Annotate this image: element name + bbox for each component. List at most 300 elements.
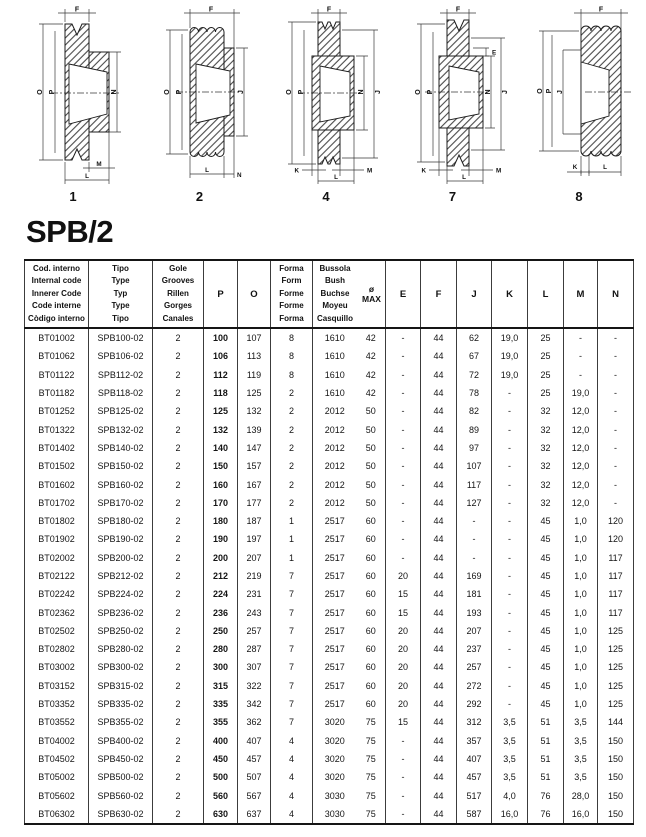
table-cell: 118 bbox=[204, 384, 238, 402]
col-header-N: N bbox=[598, 260, 634, 328]
table-cell: - bbox=[386, 530, 421, 548]
table-cell: 2 bbox=[271, 420, 313, 438]
table-cell: 2 bbox=[153, 512, 204, 530]
table-cell: 517 bbox=[457, 786, 492, 804]
dim-label-P: P bbox=[175, 89, 183, 95]
table-cell: - bbox=[457, 549, 492, 567]
table-cell: 587 bbox=[457, 805, 492, 824]
table-cell: 117 bbox=[457, 475, 492, 493]
table-cell: 2517 bbox=[313, 585, 357, 603]
table-cell: BT06302 bbox=[25, 805, 89, 824]
table-cell: 60 bbox=[357, 640, 386, 658]
table-cell: - bbox=[386, 732, 421, 750]
dim-label-F: F bbox=[455, 6, 460, 14]
table-cell: SPB400-02 bbox=[89, 732, 153, 750]
dim-label-E: E bbox=[491, 49, 496, 57]
diagram-form-8 bbox=[518, 4, 640, 202]
table-cell: 3020 bbox=[313, 713, 357, 731]
table-cell: 357 bbox=[457, 732, 492, 750]
table-cell: 12,0 bbox=[564, 494, 598, 512]
table-cell: 219 bbox=[238, 567, 271, 585]
table-cell: 2 bbox=[153, 549, 204, 567]
table-cell: 2 bbox=[153, 475, 204, 493]
table-cell: 457 bbox=[238, 750, 271, 768]
table-cell: 44 bbox=[421, 347, 457, 365]
table-cell: 180 bbox=[204, 512, 238, 530]
table-cell: - bbox=[386, 457, 421, 475]
table-cell: 2517 bbox=[313, 622, 357, 640]
table-cell: SPB190-02 bbox=[89, 530, 153, 548]
dim-label-O: O bbox=[414, 89, 422, 95]
table-row bbox=[25, 640, 634, 658]
table-cell: 567 bbox=[238, 786, 271, 804]
table-cell: 8 bbox=[271, 347, 313, 365]
table-cell: 60 bbox=[357, 512, 386, 530]
table-cell: 287 bbox=[238, 640, 271, 658]
table-cell: 50 bbox=[357, 494, 386, 512]
table-cell: BT01902 bbox=[25, 530, 89, 548]
table-cell: BT01252 bbox=[25, 402, 89, 420]
table-cell: 2 bbox=[153, 768, 204, 786]
table-cell: 50 bbox=[357, 475, 386, 493]
table-cell: BT03152 bbox=[25, 677, 89, 695]
table-row bbox=[25, 439, 634, 457]
table-cell: 207 bbox=[457, 622, 492, 640]
table-cell: 2012 bbox=[313, 420, 357, 438]
table-cell: 44 bbox=[421, 713, 457, 731]
dim-label-F: F bbox=[74, 6, 80, 14]
table-cell: 1,0 bbox=[564, 585, 598, 603]
table-cell: 139 bbox=[238, 420, 271, 438]
table-cell: 1,0 bbox=[564, 603, 598, 621]
table-cell: 3020 bbox=[313, 732, 357, 750]
table-cell: 75 bbox=[357, 805, 386, 824]
col-header-P: P bbox=[204, 260, 238, 328]
table-cell: 3,5 bbox=[492, 732, 528, 750]
table-cell: SPB250-02 bbox=[89, 622, 153, 640]
table-cell: 322 bbox=[238, 677, 271, 695]
spec-table-body bbox=[25, 328, 634, 824]
table-cell: BT01002 bbox=[25, 328, 89, 347]
table-cell: 7 bbox=[271, 640, 313, 658]
table-cell: 150 bbox=[598, 750, 634, 768]
table-cell: 2 bbox=[153, 366, 204, 384]
table-cell: 60 bbox=[357, 603, 386, 621]
table-cell: 2012 bbox=[313, 457, 357, 475]
table-cell: 125 bbox=[598, 640, 634, 658]
table-cell: - bbox=[492, 384, 528, 402]
table-cell: BT04002 bbox=[25, 732, 89, 750]
table-cell: 7 bbox=[271, 567, 313, 585]
col-header-type: Tipo Type Typ Type Tipo bbox=[89, 260, 153, 328]
table-cell: BT01702 bbox=[25, 494, 89, 512]
table-cell: 187 bbox=[238, 512, 271, 530]
table-cell: 2 bbox=[153, 713, 204, 731]
col-header-bush-dmax: Bussola Bush Buchse Moyeu Casquillo ø MAX bbox=[313, 260, 386, 328]
table-cell: 44 bbox=[421, 512, 457, 530]
col-header-form: Forma Form Forme Forme Forma bbox=[271, 260, 313, 328]
table-cell: 44 bbox=[421, 585, 457, 603]
table-cell: - bbox=[386, 328, 421, 347]
table-cell: 1610 bbox=[313, 347, 357, 365]
table-cell: 42 bbox=[357, 328, 386, 347]
table-cell: 2517 bbox=[313, 512, 357, 530]
table-cell: BT01802 bbox=[25, 512, 89, 530]
table-cell: 44 bbox=[421, 768, 457, 786]
table-cell: SPB106-02 bbox=[89, 347, 153, 365]
table-cell: - bbox=[564, 328, 598, 347]
table-cell: 1 bbox=[271, 512, 313, 530]
table-cell: 45 bbox=[528, 622, 564, 640]
table-cell: SPB118-02 bbox=[89, 384, 153, 402]
table-cell: 2 bbox=[153, 457, 204, 475]
table-cell: 125 bbox=[598, 658, 634, 676]
table-cell: - bbox=[598, 384, 634, 402]
table-cell: 2517 bbox=[313, 567, 357, 585]
table-cell: SPB236-02 bbox=[89, 603, 153, 621]
table-cell: 60 bbox=[357, 585, 386, 603]
table-row bbox=[25, 475, 634, 493]
table-cell: 7 bbox=[271, 695, 313, 713]
dim-label-P: P bbox=[49, 89, 56, 95]
table-cell: SPB100-02 bbox=[89, 328, 153, 347]
table-cell: 82 bbox=[457, 402, 492, 420]
table-cell: 2 bbox=[153, 658, 204, 676]
table-cell: 3020 bbox=[313, 768, 357, 786]
table-cell: BT03552 bbox=[25, 713, 89, 731]
table-cell: 75 bbox=[357, 768, 386, 786]
table-cell: SPB500-02 bbox=[89, 768, 153, 786]
table-cell: - bbox=[492, 439, 528, 457]
table-cell: BT04502 bbox=[25, 750, 89, 768]
table-cell: - bbox=[386, 420, 421, 438]
table-cell: BT03002 bbox=[25, 658, 89, 676]
table-cell: 75 bbox=[357, 750, 386, 768]
table-cell: 51 bbox=[528, 713, 564, 731]
table-cell: SPB140-02 bbox=[89, 439, 153, 457]
table-cell: 60 bbox=[357, 567, 386, 585]
table-cell: 44 bbox=[421, 530, 457, 548]
table-row bbox=[25, 713, 634, 731]
table-cell: - bbox=[492, 658, 528, 676]
table-cell: 78 bbox=[457, 384, 492, 402]
table-cell: 45 bbox=[528, 677, 564, 695]
pulley-form-diagrams bbox=[0, 0, 646, 202]
table-cell: - bbox=[386, 366, 421, 384]
table-cell: - bbox=[492, 475, 528, 493]
table-cell: 8 bbox=[271, 328, 313, 347]
table-cell: 236 bbox=[204, 603, 238, 621]
table-cell: 250 bbox=[204, 622, 238, 640]
table-cell: 147 bbox=[238, 439, 271, 457]
diagram-number: 4 bbox=[322, 189, 330, 204]
table-cell: 457 bbox=[457, 768, 492, 786]
table-cell: 15 bbox=[386, 585, 421, 603]
table-cell: 400 bbox=[204, 732, 238, 750]
table-cell: 50 bbox=[357, 420, 386, 438]
dim-label-F: F bbox=[208, 6, 213, 14]
table-cell: - bbox=[564, 347, 598, 365]
table-cell: - bbox=[598, 328, 634, 347]
table-cell: 355 bbox=[204, 713, 238, 731]
table-cell: BT03352 bbox=[25, 695, 89, 713]
dim-label-P: P bbox=[298, 89, 305, 95]
table-cell: 75 bbox=[357, 713, 386, 731]
table-cell: 2517 bbox=[313, 603, 357, 621]
table-cell: - bbox=[386, 750, 421, 768]
table-cell: BT02802 bbox=[25, 640, 89, 658]
table-cell: 150 bbox=[204, 457, 238, 475]
table-cell: 75 bbox=[357, 732, 386, 750]
table-cell: 25 bbox=[528, 347, 564, 365]
table-row bbox=[25, 549, 634, 567]
table-cell: SPB132-02 bbox=[89, 420, 153, 438]
table-cell: 20 bbox=[386, 695, 421, 713]
table-cell: 3,5 bbox=[564, 713, 598, 731]
table-cell: - bbox=[492, 640, 528, 658]
table-cell: 1,0 bbox=[564, 512, 598, 530]
table-cell: 42 bbox=[357, 347, 386, 365]
table-cell: - bbox=[492, 420, 528, 438]
diagram-form-7 bbox=[392, 4, 514, 202]
table-cell: 112 bbox=[204, 366, 238, 384]
table-cell: 280 bbox=[204, 640, 238, 658]
table-cell: - bbox=[598, 457, 634, 475]
diagram-number: 8 bbox=[575, 189, 583, 204]
table-cell: SPB212-02 bbox=[89, 567, 153, 585]
pulley-cross-section-form-1-drawing bbox=[13, 4, 133, 188]
table-cell: 3030 bbox=[313, 786, 357, 804]
table-cell: 407 bbox=[238, 732, 271, 750]
table-cell: 150 bbox=[598, 768, 634, 786]
table-cell: 207 bbox=[238, 549, 271, 567]
table-cell: 181 bbox=[457, 585, 492, 603]
table-cell: 25 bbox=[528, 366, 564, 384]
table-row bbox=[25, 530, 634, 548]
table-cell: 44 bbox=[421, 439, 457, 457]
table-cell: 2012 bbox=[313, 402, 357, 420]
table-cell: 2 bbox=[271, 494, 313, 512]
table-cell: 44 bbox=[421, 494, 457, 512]
table-cell: - bbox=[492, 585, 528, 603]
table-cell: 120 bbox=[598, 530, 634, 548]
table-cell: 51 bbox=[528, 768, 564, 786]
table-cell: - bbox=[598, 366, 634, 384]
table-cell: 197 bbox=[238, 530, 271, 548]
table-cell: - bbox=[457, 530, 492, 548]
table-cell: 107 bbox=[457, 457, 492, 475]
table-cell: 15 bbox=[386, 603, 421, 621]
table-cell: 212 bbox=[204, 567, 238, 585]
table-cell: - bbox=[386, 494, 421, 512]
table-cell: SPB355-02 bbox=[89, 713, 153, 731]
table-row bbox=[25, 695, 634, 713]
table-cell: 50 bbox=[357, 439, 386, 457]
table-cell: BT01182 bbox=[25, 384, 89, 402]
table-cell: 44 bbox=[421, 805, 457, 824]
table-cell: 117 bbox=[598, 549, 634, 567]
table-cell: 2012 bbox=[313, 475, 357, 493]
table-cell: 32 bbox=[528, 494, 564, 512]
table-cell: SPB300-02 bbox=[89, 658, 153, 676]
table-cell: - bbox=[492, 567, 528, 585]
table-cell: SPB560-02 bbox=[89, 786, 153, 804]
table-cell: 44 bbox=[421, 567, 457, 585]
table-cell: 7 bbox=[271, 677, 313, 695]
table-cell: 1,0 bbox=[564, 658, 598, 676]
col-header-L: L bbox=[528, 260, 564, 328]
table-cell: 3,5 bbox=[564, 768, 598, 786]
table-cell: - bbox=[492, 549, 528, 567]
table-cell: 7 bbox=[271, 658, 313, 676]
table-cell: 20 bbox=[386, 658, 421, 676]
table-cell: 32 bbox=[528, 439, 564, 457]
table-cell: 60 bbox=[357, 695, 386, 713]
table-row bbox=[25, 457, 634, 475]
table-row bbox=[25, 347, 634, 365]
table-cell: - bbox=[492, 622, 528, 640]
table-cell: 637 bbox=[238, 805, 271, 824]
diagram-number: 7 bbox=[448, 189, 457, 204]
dim-label-N: N bbox=[236, 172, 242, 179]
table-row bbox=[25, 677, 634, 695]
table-cell: 300 bbox=[204, 658, 238, 676]
dim-label-M: M bbox=[367, 167, 373, 175]
table-cell: 407 bbox=[457, 750, 492, 768]
table-cell: 32 bbox=[528, 420, 564, 438]
table-row bbox=[25, 732, 634, 750]
dim-label-P: P bbox=[546, 88, 553, 94]
table-cell: 19,0 bbox=[564, 384, 598, 402]
table-cell: SPB200-02 bbox=[89, 549, 153, 567]
dim-label-L: L bbox=[603, 164, 607, 171]
table-cell: 2 bbox=[153, 384, 204, 402]
table-cell: 2 bbox=[153, 603, 204, 621]
table-cell: 8 bbox=[271, 366, 313, 384]
table-row bbox=[25, 786, 634, 804]
table-cell: 132 bbox=[238, 402, 271, 420]
table-cell: 25 bbox=[528, 384, 564, 402]
diagram-number: 1 bbox=[69, 189, 77, 204]
table-cell: 2 bbox=[153, 695, 204, 713]
table-cell: 1,0 bbox=[564, 677, 598, 695]
table-cell: 150 bbox=[598, 805, 634, 824]
table-cell: 7 bbox=[271, 622, 313, 640]
header-row bbox=[25, 260, 634, 328]
table-cell: - bbox=[457, 512, 492, 530]
dim-label-J: J bbox=[557, 90, 564, 94]
dim-label-M: M bbox=[96, 161, 102, 168]
table-cell: 2517 bbox=[313, 549, 357, 567]
dim-label-J: J bbox=[375, 90, 382, 94]
table-cell: - bbox=[386, 786, 421, 804]
table-cell: - bbox=[386, 805, 421, 824]
table-cell: 16,0 bbox=[492, 805, 528, 824]
table-cell: 507 bbox=[238, 768, 271, 786]
table-cell: 2517 bbox=[313, 695, 357, 713]
table-row bbox=[25, 603, 634, 621]
dim-label-L: L bbox=[461, 174, 466, 181]
dim-label-O: O bbox=[286, 89, 293, 95]
table-cell: - bbox=[386, 402, 421, 420]
table-cell: 32 bbox=[528, 457, 564, 475]
table-cell: 3,5 bbox=[564, 750, 598, 768]
table-cell: - bbox=[386, 347, 421, 365]
table-cell: 1 bbox=[271, 549, 313, 567]
table-cell: 2 bbox=[153, 328, 204, 347]
table-cell: 60 bbox=[357, 622, 386, 640]
table-cell: BT02502 bbox=[25, 622, 89, 640]
table-cell: 119 bbox=[238, 366, 271, 384]
dim-label-P: P bbox=[426, 89, 434, 95]
table-cell: 44 bbox=[421, 622, 457, 640]
col-header-O: O bbox=[238, 260, 271, 328]
table-cell: 157 bbox=[238, 457, 271, 475]
table-cell: 72 bbox=[457, 366, 492, 384]
table-cell: SPB335-02 bbox=[89, 695, 153, 713]
table-row bbox=[25, 328, 634, 347]
table-cell: 144 bbox=[598, 713, 634, 731]
table-cell: 76 bbox=[528, 786, 564, 804]
table-cell: 44 bbox=[421, 549, 457, 567]
table-cell: 44 bbox=[421, 640, 457, 658]
table-cell: BT01502 bbox=[25, 457, 89, 475]
table-cell: 32 bbox=[528, 475, 564, 493]
table-cell: - bbox=[598, 494, 634, 512]
table-cell: SPB160-02 bbox=[89, 475, 153, 493]
col-header-K: K bbox=[492, 260, 528, 328]
dim-label-F: F bbox=[598, 6, 604, 14]
table-cell: 44 bbox=[421, 402, 457, 420]
pulley-cross-section-form-7-drawing bbox=[393, 4, 513, 188]
table-cell: 2 bbox=[153, 420, 204, 438]
table-cell: 44 bbox=[421, 695, 457, 713]
dim-label-K: K bbox=[294, 167, 299, 175]
table-cell: BT01322 bbox=[25, 420, 89, 438]
table-cell: - bbox=[386, 384, 421, 402]
diagram-form-1 bbox=[12, 4, 134, 202]
dim-label-O: O bbox=[537, 88, 544, 94]
table-cell: BT01602 bbox=[25, 475, 89, 493]
table-cell: SPB150-02 bbox=[89, 457, 153, 475]
table-cell: 224 bbox=[204, 585, 238, 603]
table-cell: SPB280-02 bbox=[89, 640, 153, 658]
table-cell: 257 bbox=[457, 658, 492, 676]
table-cell: 60 bbox=[357, 677, 386, 695]
table-cell: 60 bbox=[357, 530, 386, 548]
table-cell: SPB180-02 bbox=[89, 512, 153, 530]
table-cell: 335 bbox=[204, 695, 238, 713]
table-cell: 32 bbox=[528, 402, 564, 420]
table-cell: BT01062 bbox=[25, 347, 89, 365]
table-cell: 117 bbox=[598, 567, 634, 585]
table-cell: - bbox=[492, 530, 528, 548]
spec-table bbox=[24, 259, 634, 825]
table-cell: 237 bbox=[457, 640, 492, 658]
table-cell: 193 bbox=[457, 603, 492, 621]
table-cell: 107 bbox=[238, 328, 271, 347]
table-row bbox=[25, 420, 634, 438]
table-cell: 3030 bbox=[313, 805, 357, 824]
table-cell: 3,5 bbox=[492, 713, 528, 731]
table-cell: 315 bbox=[204, 677, 238, 695]
table-cell: 4 bbox=[271, 732, 313, 750]
table-row bbox=[25, 805, 634, 824]
table-cell: 19,0 bbox=[492, 366, 528, 384]
table-cell: - bbox=[386, 439, 421, 457]
table-cell: 2 bbox=[153, 347, 204, 365]
table-cell: 2 bbox=[153, 530, 204, 548]
